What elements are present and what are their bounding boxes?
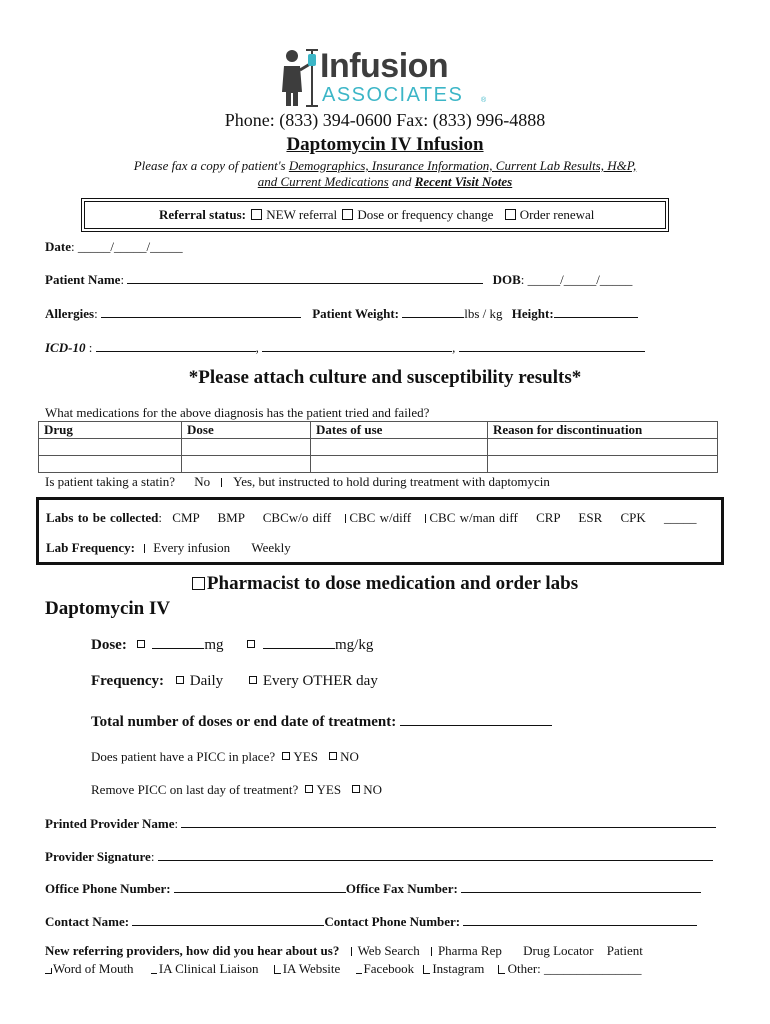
source-other-field[interactable]: _______________: [544, 961, 642, 976]
referral-renewal-checkbox[interactable]: [505, 209, 516, 220]
source-ia-clinical-liaison-checkbox[interactable]: [151, 968, 157, 974]
provider-signature-label: Provider Signature: [45, 849, 151, 864]
dose-mg-unit: mg: [204, 637, 224, 653]
referral-source-row-1: [45, 943, 643, 959]
pharmacist-label: Pharmacist to dose medication and order labs: [206, 573, 579, 594]
lab-cbc-man-diff-checkbox[interactable]: [425, 514, 426, 523]
medication-table: [38, 421, 718, 473]
source-word-of-mouth: Word of Mouth: [53, 961, 134, 976]
labs-box: [36, 497, 724, 565]
picc-yes-checkbox[interactable]: [282, 752, 290, 760]
contact-name-label: Contact Name:: [45, 914, 130, 929]
meds-question: What medications for the above diagnosis has the patient tried and failed?: [45, 405, 430, 420]
table-header-reason: Reason for discontinuation: [488, 422, 718, 439]
source-web-search-checkbox[interactable]: [351, 947, 352, 956]
logo: [278, 46, 490, 108]
referral-source-question: New referring providers, how did you hear about us?: [45, 943, 340, 958]
table-header-drug: Drug: [39, 422, 182, 439]
patient-weight-field[interactable]: [402, 305, 464, 318]
dose-label: Dose:: [91, 637, 127, 653]
source-other-checkbox[interactable]: [498, 965, 505, 974]
icd10-field-3[interactable]: [459, 339, 645, 352]
remove-picc-question: Remove PICC on last day of treatment?: [91, 782, 299, 797]
patient-weight-label: Patient Weight:: [312, 306, 399, 321]
contact-phone-label: Contact Phone Number:: [324, 914, 461, 929]
culture-notice: *Please attach culture and susceptibility results*: [188, 367, 582, 388]
total-doses-label: Total number of doses or end date of treatment:: [91, 714, 397, 730]
height-field[interactable]: [554, 305, 638, 318]
icd10-field-1[interactable]: [96, 339, 256, 352]
office-fax-field[interactable]: [461, 880, 701, 893]
lab-frequency-label: Lab Frequency:: [46, 540, 135, 555]
source-pharma-rep-checkbox[interactable]: [431, 947, 432, 956]
instructions-visit-notes: Recent Visit Notes: [414, 174, 513, 189]
frequency-label: Frequency:: [91, 673, 165, 689]
patient-name-row: [45, 271, 632, 288]
frequency-every-other-label: Every OTHER day: [262, 673, 378, 689]
source-ia-website: IA Website: [282, 961, 341, 976]
nurse-iv-icon: [278, 46, 324, 108]
dose-mgkg-field[interactable]: [263, 634, 335, 649]
picc-row: [91, 749, 359, 765]
colon: :: [174, 816, 179, 831]
source-patient[interactable]: Patient: [606, 943, 643, 958]
picc-yes-label: YES: [293, 749, 318, 764]
comma: ,: [255, 340, 259, 355]
contact-row: [45, 913, 697, 930]
lab-frequency-infusion-checkbox[interactable]: [144, 544, 145, 553]
lab-cpk[interactable]: CPK: [620, 510, 646, 525]
source-instagram: Instagram: [432, 961, 485, 976]
referral-renewal-label: Order renewal: [519, 207, 595, 222]
referral-status-label: Referral status:: [159, 207, 246, 222]
colon: :: [150, 849, 155, 864]
office-phone-label: Office Phone Number:: [45, 881, 171, 896]
lab-cbc-no-diff[interactable]: CBCw/o diff: [262, 510, 332, 525]
labs-row: [46, 510, 697, 526]
lab-cbc-man-diff: CBC w/man diff: [429, 510, 518, 525]
picc-no-checkbox[interactable]: [329, 752, 337, 760]
referral-status-box: [81, 198, 669, 232]
remove-picc-yes-label: YES: [316, 782, 342, 797]
contact-phone-field[interactable]: [463, 913, 697, 926]
statin-question: Is patient taking a statin?: [45, 474, 175, 489]
total-doses-field[interactable]: [400, 711, 552, 726]
phone-fax-line: Phone: (833) 394-0600 Fax: (833) 996-4888: [224, 110, 546, 130]
statin-no-checkbox[interactable]: [221, 478, 222, 487]
colon: :: [158, 510, 163, 525]
provider-signature-field[interactable]: [158, 848, 713, 861]
dob-label: DOB: [492, 272, 521, 287]
weight-unit: lbs / kg: [464, 306, 503, 321]
icd-row: [45, 339, 645, 356]
dose-mg-field[interactable]: [152, 634, 204, 649]
lab-frequency-weekly[interactable]: Weekly: [251, 540, 291, 555]
office-fax-label: Office Fax Number:: [345, 881, 458, 896]
pharmacist-checkbox[interactable]: [192, 577, 205, 590]
patient-name-label: Patient Name: [45, 272, 121, 287]
printed-provider-label: Printed Provider Name: [45, 816, 175, 831]
frequency-daily-checkbox[interactable]: [176, 676, 184, 684]
lab-frequency-infusion: Every infusion: [153, 540, 231, 555]
source-ia-clinical-liaison: IA Clinical Liaison: [158, 961, 259, 976]
pharmacist-row: [0, 573, 770, 595]
logo-subtitle: ASSOCIATES: [322, 84, 464, 106]
lab-crp[interactable]: CRP: [536, 510, 561, 525]
labs-label: Labs to be collected: [46, 510, 159, 525]
instructions-text: Please fax a copy of patient's: [133, 158, 289, 173]
date-field[interactable]: [45, 239, 183, 255]
source-other: Other:: [507, 961, 541, 976]
source-pharma-rep: Pharma Rep: [437, 943, 502, 958]
remove-picc-no-label: NO: [363, 782, 383, 797]
referral-change-label: Dose or frequency change: [357, 207, 494, 222]
source-ia-website-checkbox[interactable]: [274, 965, 281, 974]
source-instagram-checkbox[interactable]: [423, 965, 430, 974]
allergies-label: Allergies: [45, 306, 95, 321]
source-word-of-mouth-checkbox[interactable]: [45, 968, 52, 974]
colon: :: [94, 306, 98, 321]
frequency-every-other-checkbox[interactable]: [249, 676, 257, 684]
allergies-row: [45, 305, 638, 322]
referral-new-checkbox[interactable]: [251, 209, 262, 220]
instructions-meds: and Current Medications: [257, 174, 389, 189]
allergies-field[interactable]: [101, 305, 301, 318]
lab-cmp[interactable]: CMP: [172, 510, 200, 525]
total-doses-row: [91, 711, 552, 731]
dose-mg-checkbox[interactable]: [137, 640, 145, 648]
dob-field[interactable]: : _____/_____/_____: [520, 272, 633, 287]
date-label: Date: [45, 239, 71, 254]
instructions-and: and: [388, 174, 415, 189]
office-phone-field[interactable]: [174, 880, 346, 893]
lab-cbc-diff-checkbox[interactable]: [345, 514, 346, 523]
referral-source-row-2: [45, 961, 642, 977]
table-row[interactable]: [39, 439, 718, 456]
picc-question: Does patient have a PICC in place?: [91, 749, 276, 764]
lab-frequency-row: [46, 540, 291, 556]
comma: ,: [452, 340, 456, 355]
picc-no-label: NO: [340, 749, 359, 764]
lab-esr[interactable]: ESR: [578, 510, 603, 525]
contact-name-field[interactable]: [132, 913, 324, 926]
printed-provider-row: [45, 815, 716, 832]
table-header-dates: Dates of use: [311, 422, 488, 439]
patient-name-field[interactable]: [127, 271, 483, 284]
date-blank: : _____/_____/_____: [71, 239, 183, 254]
lab-other-blank[interactable]: _____: [664, 510, 697, 525]
table-row[interactable]: [39, 456, 718, 473]
source-web-search: Web Search: [357, 943, 420, 958]
remove-picc-yes-checkbox[interactable]: [305, 785, 313, 793]
table-header-row: [39, 422, 718, 439]
source-facebook-checkbox[interactable]: [356, 968, 362, 974]
referral-new-label: NEW referral: [266, 207, 338, 222]
fax-instructions: [0, 158, 770, 190]
provider-signature-row: [45, 848, 713, 865]
printed-provider-field[interactable]: [181, 815, 716, 828]
height-label: Height:: [511, 306, 554, 321]
logo-registered-mark: ®: [481, 97, 487, 104]
icd10-field-2[interactable]: [262, 339, 452, 352]
source-drug-locator[interactable]: Drug Locator: [523, 943, 594, 958]
lab-bmp[interactable]: BMP: [217, 510, 245, 525]
frequency-daily-label: Daily: [189, 673, 224, 689]
colon: :: [120, 272, 125, 287]
referral-change-checkbox[interactable]: [342, 209, 353, 220]
dose-mgkg-checkbox[interactable]: [247, 640, 255, 648]
table-header-dose: Dose: [182, 422, 311, 439]
logo-name: Infusion: [320, 47, 449, 85]
colon: :: [88, 340, 93, 355]
statin-yes-hold-label: Yes, but instructed to hold during treatment with daptomycin: [233, 474, 550, 489]
statin-row: [45, 474, 550, 490]
source-facebook: Facebook: [363, 961, 415, 976]
office-phone-row: [45, 880, 701, 897]
instructions-docs: Demographics, Insurance Information, Current Lab Results, H&P,: [288, 158, 637, 173]
icd10-label: ICD-10: [45, 340, 86, 355]
statin-no-label: No: [194, 474, 211, 489]
dose-row: [91, 634, 373, 654]
drug-heading: Daptomycin IV: [45, 598, 171, 619]
form-title: Daptomycin IV Infusion: [286, 134, 484, 155]
lab-cbc-diff: CBC w/diff: [349, 510, 412, 525]
frequency-row: [91, 673, 378, 690]
remove-picc-row: [91, 782, 382, 798]
remove-picc-no-checkbox[interactable]: [352, 785, 360, 793]
dose-mgkg-unit: mg/kg: [335, 637, 374, 653]
